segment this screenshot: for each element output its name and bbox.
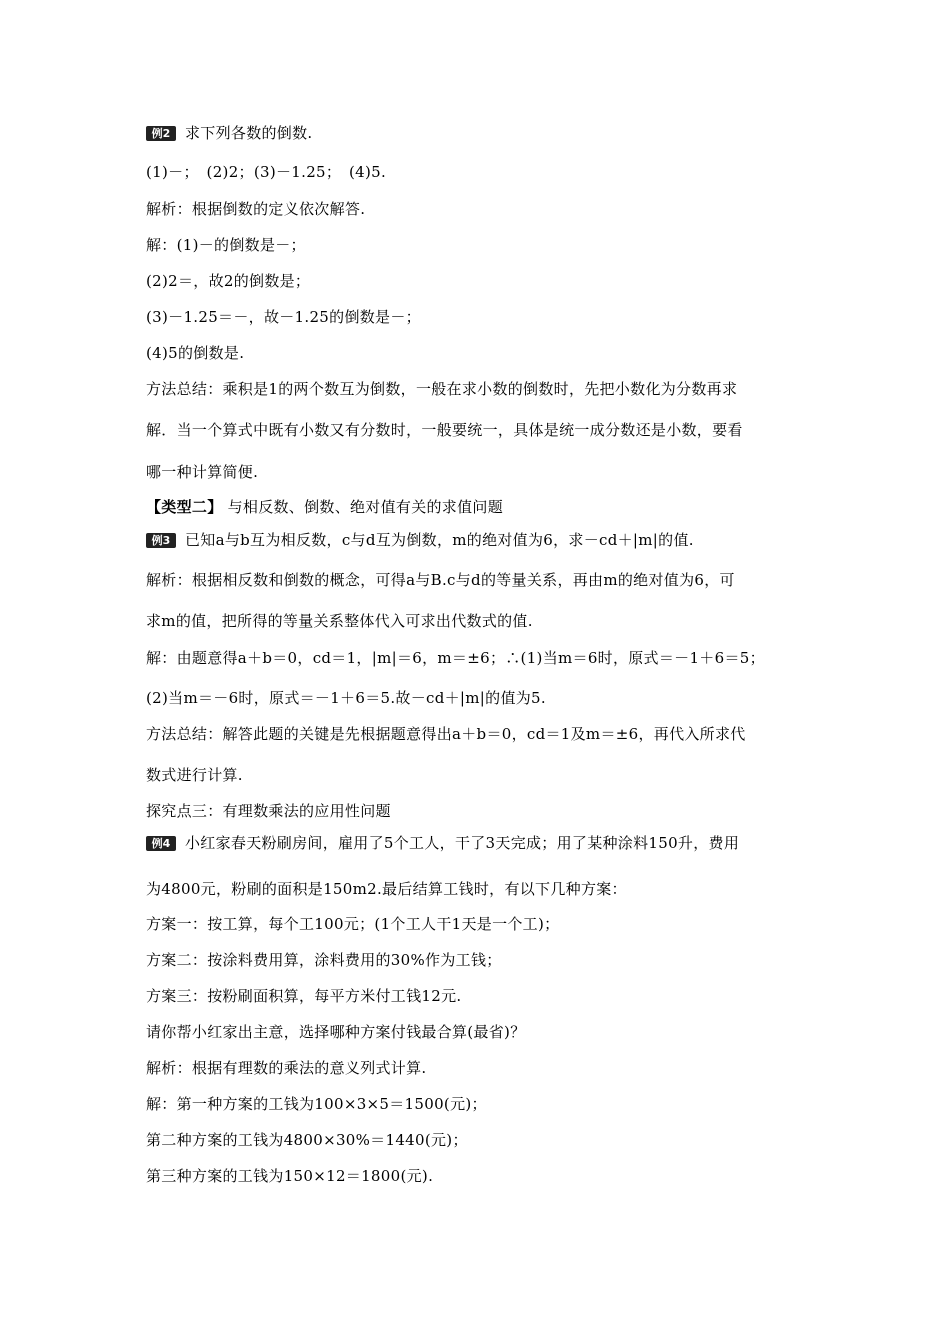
text-line: 第二种方案的工钱为4800×30%＝1440(元)； xyxy=(146,1131,468,1149)
example-text: 已知a与b互为相反数，c与d互为倒数，m的绝对值为6，求－cd＋|m|的值. xyxy=(185,531,694,549)
type-heading-text: 与相反数、倒数、绝对值有关的求值问题 xyxy=(227,498,503,516)
text-line: (2)2＝，故2的倒数是； xyxy=(146,272,311,290)
text-line: (4)5的倒数是. xyxy=(146,344,245,362)
text-line: (2)当m＝－6时，原式＝－1＋6＝5.故－cd＋|m|的值为5. xyxy=(146,689,546,707)
text-line: 解析：根据倒数的定义依次解答. xyxy=(146,200,366,218)
text-line: 方案二：按涂料费用算，涂料费用的30%作为工钱； xyxy=(146,951,502,969)
text-line: 请你帮小红家出主意，选择哪种方案付钱最合算(最省)？ xyxy=(146,1023,526,1041)
text-line: 解：第一种方案的工钱为100×3×5＝1500(元)； xyxy=(146,1095,487,1113)
example-text: 小红家春天粉刷房间，雇用了5个工人，干了3天完成；用了某种涂料150升，费用 xyxy=(185,834,740,852)
example-4-heading xyxy=(146,833,820,853)
text-line: (1)－； (2)2；(3)－1.25； (4)5. xyxy=(146,163,387,181)
text-line: 方案一：按工算，每个工100元；(1个工人干1天是一个工)； xyxy=(146,915,560,933)
text-line: 解析：根据相反数和倒数的概念，可得a与B.c与d的等量关系，再由m的绝对值为6，可 xyxy=(146,571,735,589)
text-line: (3)－1.25＝－，故－1.25的倒数是－； xyxy=(146,308,421,326)
section-heading: 探究点三：有理数乘法的应用性问题 xyxy=(146,802,391,820)
text-line: 为4800元，粉刷的面积是150m2.最后结算工钱时，有以下几种方案： xyxy=(146,880,627,898)
text-line: 解．当一个算式中既有小数又有分数时，一般要统一，具体是统一成分数还是小数，要看 xyxy=(146,421,743,439)
text-line: 方法总结：解答此题的关键是先根据题意得出a＋b＝0，cd＝1及m＝±6，再代入所求代 xyxy=(146,725,746,743)
text-line: 解：(1)－的倒数是－； xyxy=(146,236,306,254)
text-line: 哪一种计算简便. xyxy=(146,463,259,481)
text-line: 方法总结：乘积是1的两个数互为倒数，一般在求小数的倒数时，先把小数化为分数再求 xyxy=(146,380,738,398)
type-bracket-label: 【类型二】 xyxy=(146,498,223,516)
text-line: 求m的值，把所得的等量关系整体代入可求出代数式的值. xyxy=(146,612,533,630)
example-badge: 例4 xyxy=(146,836,176,851)
text-line: 方案三：按粉刷面积算，每平方米付工钱12元. xyxy=(146,987,462,1005)
example-2-heading xyxy=(146,123,820,143)
example-text: 求下列各数的倒数. xyxy=(185,124,313,142)
text-line: 数式进行计算. xyxy=(146,766,243,784)
type-2-heading xyxy=(146,497,820,517)
text-line: 解析：根据有理数的乘法的意义列式计算. xyxy=(146,1059,427,1077)
example-badge: 例2 xyxy=(146,126,176,141)
example-badge: 例3 xyxy=(146,533,176,548)
text-line: 解：由题意得a＋b＝0，cd＝1，|m|＝6，m＝±6；∴(1)当m＝6时，原式＝－1＋6＝5； xyxy=(146,649,765,667)
example-3-heading xyxy=(146,530,820,550)
text-line: 第三种方案的工钱为150×12＝1800(元). xyxy=(146,1167,434,1185)
